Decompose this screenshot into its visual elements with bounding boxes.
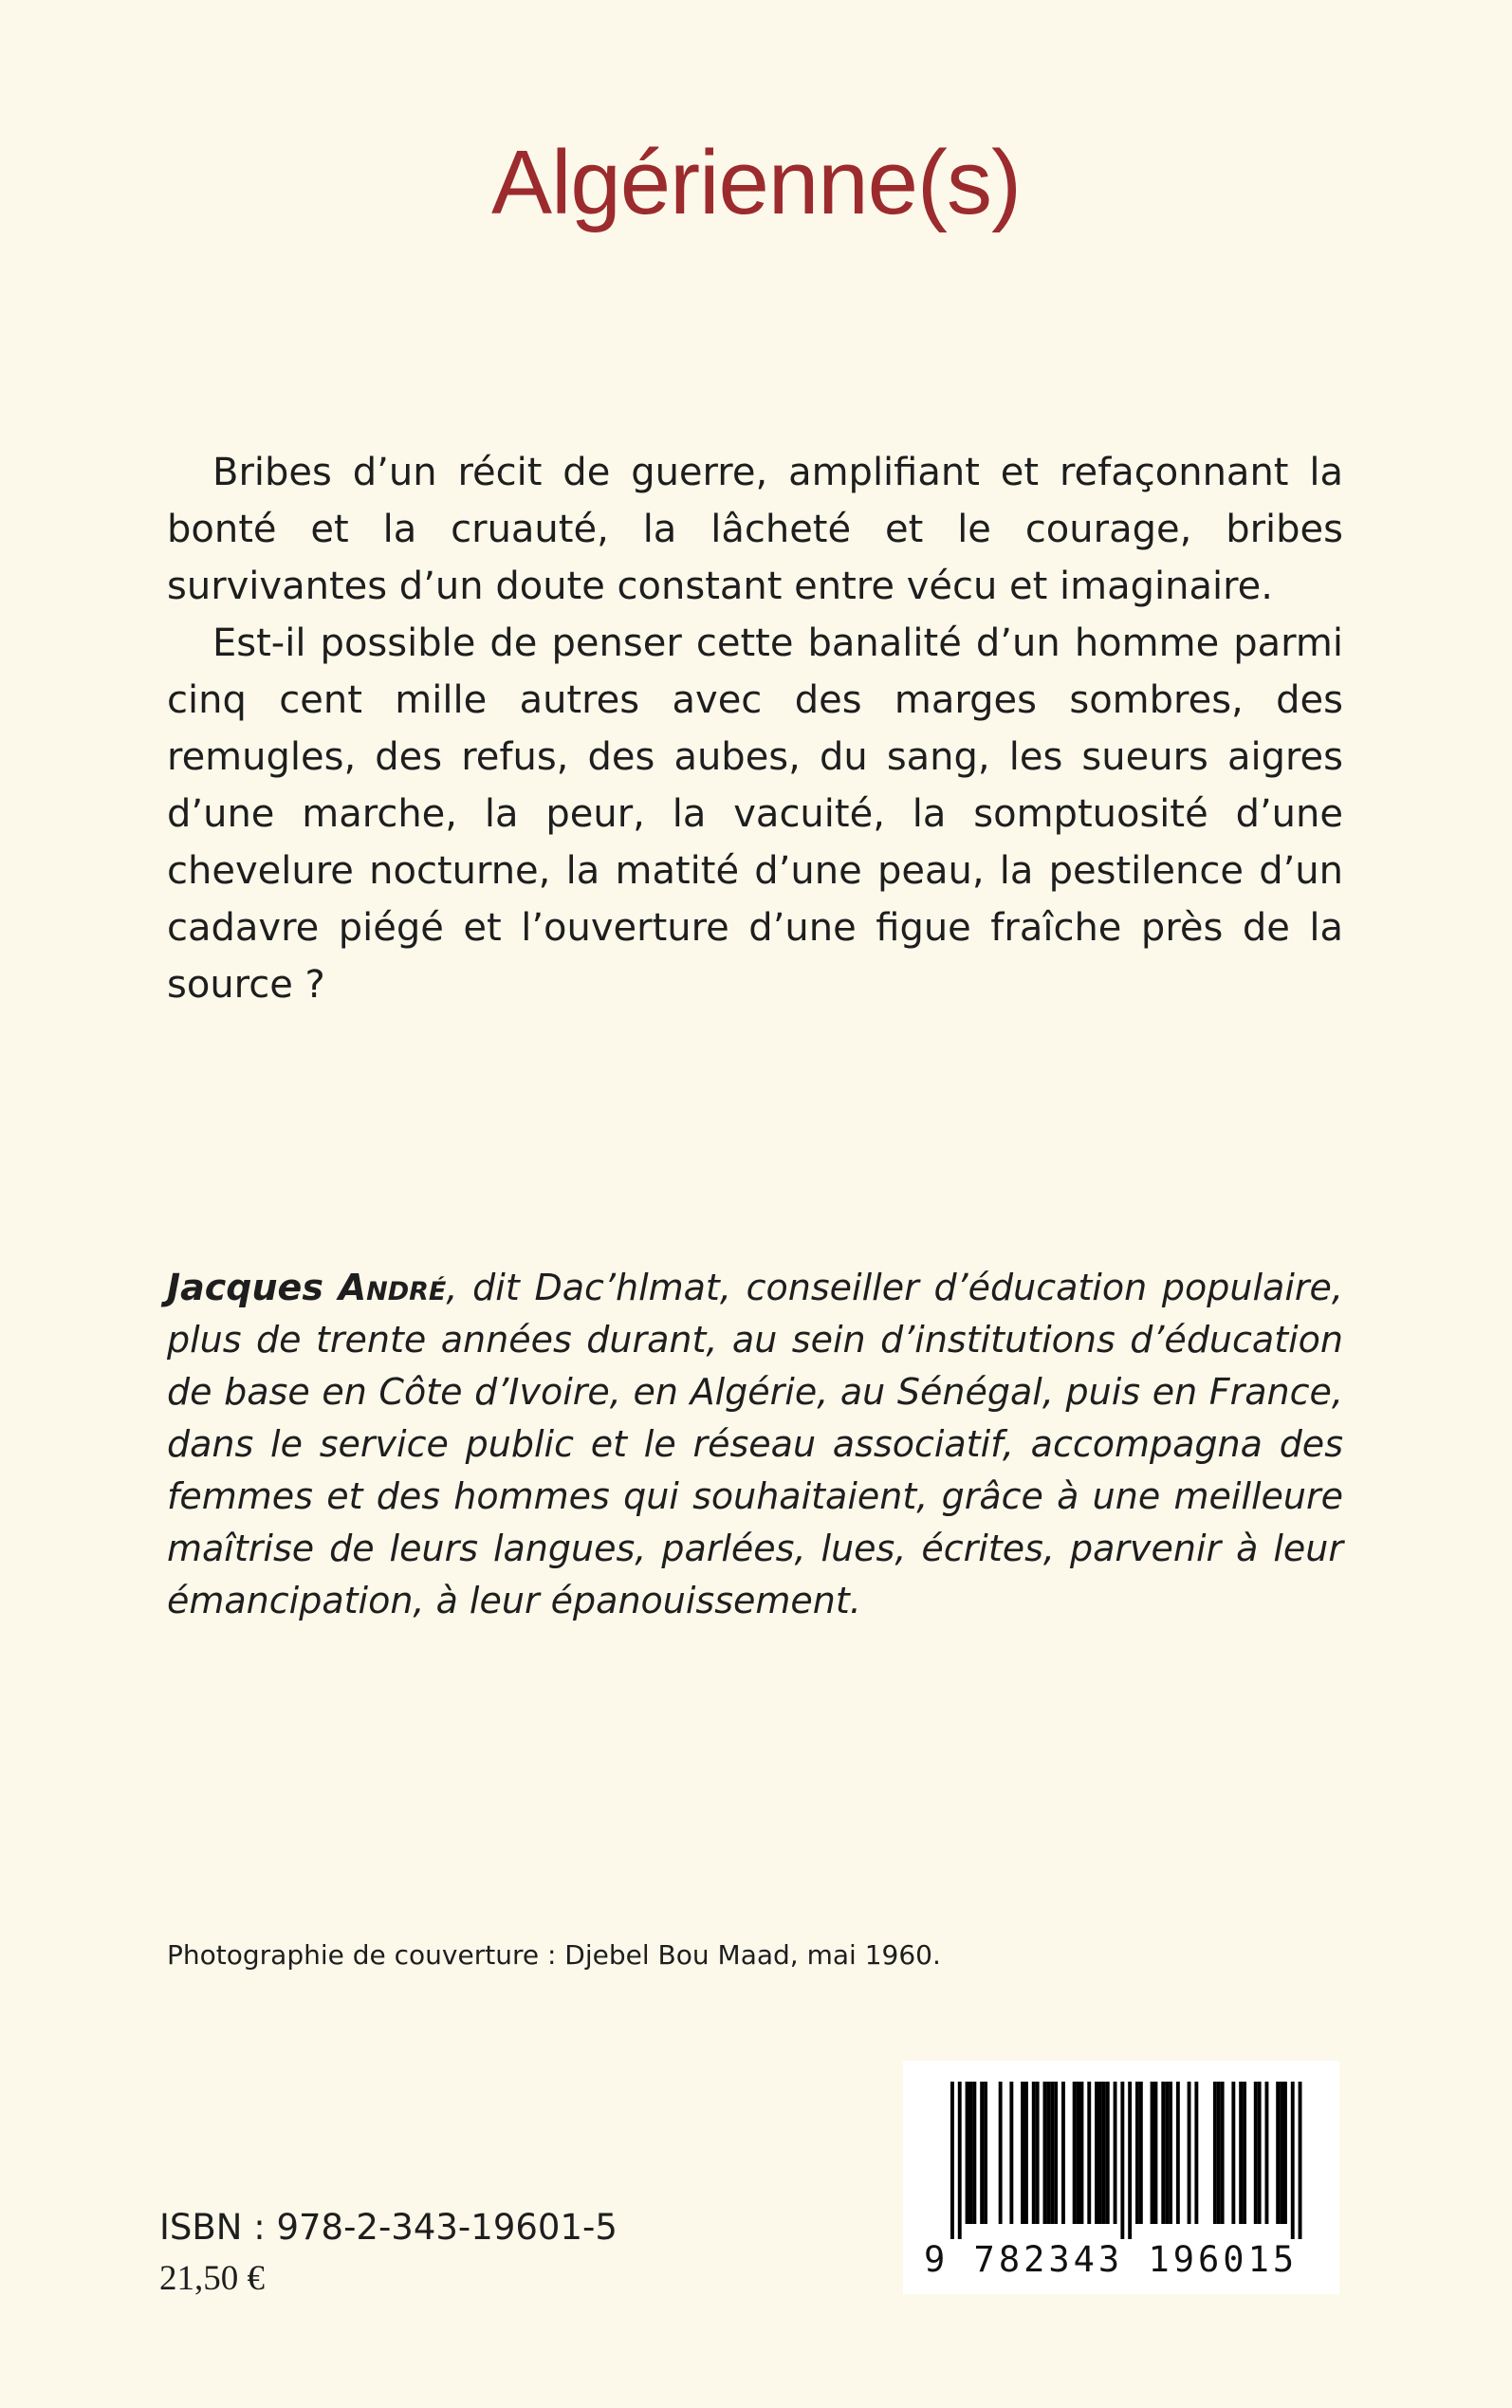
barcode-bar <box>1102 2082 1106 2224</box>
author-first-name: Jacques <box>167 1267 323 1308</box>
isbn: ISBN : 978-2-343-19601-5 <box>159 2207 618 2248</box>
barcode-bar <box>1021 2082 1024 2224</box>
barcode-bar <box>1280 2082 1283 2224</box>
synopsis-paragraph-2: Est-il possible de penser cette banalité d’un homme parmi cinq cent mille autres avec des marges sombres, des remugles, des refus, des aubes, du sang, les sueurs aigres d’une marche, la peur, la vacuité, la somptuosité d’une chevelure nocturne, la matité d’une peau, la pestilence d’un cadavre piégé et l’ouverture d’une figue fraîche près de la source ? <box>167 621 1343 1007</box>
barcode-bar <box>999 2082 1003 2224</box>
synopsis <box>167 444 1343 1013</box>
barcode-bar <box>1221 2082 1225 2224</box>
photo-credit: Photographie de couverture : Djebel Bou Maad, mai 1960. <box>167 1939 941 1971</box>
barcode-bar <box>1120 2082 1124 2239</box>
barcode-bar <box>1194 2082 1198 2224</box>
barcode-bar <box>1050 2082 1054 2224</box>
barcode-bar <box>1114 2082 1117 2224</box>
barcode-bar <box>1032 2082 1036 2224</box>
barcode-bar <box>1077 2082 1080 2224</box>
barcode-bar <box>1080 2082 1084 2224</box>
barcode-bar <box>1276 2082 1280 2224</box>
barcode-bar <box>1024 2082 1028 2224</box>
price: 21,50 € <box>159 2259 265 2298</box>
barcode-bar <box>958 2082 962 2239</box>
barcode-bar <box>1291 2082 1295 2239</box>
barcode-bar <box>1176 2082 1180 2224</box>
barcode-bar <box>1128 2082 1132 2239</box>
barcode-bar <box>1087 2082 1091 2224</box>
barcode-bar <box>966 2082 969 2224</box>
barcode-bar <box>980 2082 984 2224</box>
author-bio <box>167 1262 1343 1627</box>
barcode-bar <box>1169 2082 1172 2224</box>
barcode-bar <box>1231 2082 1235 2224</box>
author-surname: André <box>338 1267 447 1308</box>
barcode-bar <box>1154 2082 1158 2224</box>
barcode-bar <box>1258 2082 1262 2224</box>
barcode-bar <box>1299 2082 1302 2239</box>
barcode-bar <box>1283 2082 1287 2224</box>
barcode-bar <box>972 2082 976 2224</box>
synopsis-paragraph-1: Bribes d’un récit de guerre, amplifiant et refaçonnant la bonté et la cruauté, la lâcheté et le courage, bribes survivantes d’un doute constant entre vécu et imaginaire. <box>167 451 1343 608</box>
barcode-bar <box>1073 2082 1077 2224</box>
barcode-bar <box>1165 2082 1169 2224</box>
barcode-bar <box>1213 2082 1217 2224</box>
barcode <box>903 2061 1339 2294</box>
barcode-bar <box>950 2082 954 2239</box>
barcode-bar <box>1161 2082 1165 2224</box>
barcode-bar <box>1188 2082 1191 2224</box>
barcode-bar <box>1151 2082 1154 2224</box>
barcode-bar <box>1036 2082 1040 2224</box>
barcode-bar <box>1243 2082 1246 2224</box>
barcode-bar <box>1061 2082 1065 2224</box>
barcode-bar <box>1239 2082 1243 2224</box>
barcode-bar <box>1054 2082 1058 2224</box>
barcode-bar <box>1217 2082 1221 2224</box>
barcode-bar <box>1265 2082 1269 2224</box>
barcode-bars <box>903 2061 1339 2241</box>
barcode-bar <box>1254 2082 1258 2224</box>
barcode-bar <box>1139 2082 1143 2224</box>
book-title: Algérienne(s) <box>491 132 1021 233</box>
barcode-bar <box>1046 2082 1050 2224</box>
author-bio-text: , dit Dac’hlmat, conseiller d’éducation populaire, plus de trente années durant, au sein d’institutions d’éducation de base en Côte d’Ivoire, en Algérie, au Sénégal, puis en France, dans le service public et le réseau associatif, accompagna des femmes et des hommes qui souhaitaient, grâce à une meilleure maîtrise de leurs langues, parlées, lues, écrites, parvenir à leur émancipation, à leur épanouissement. <box>167 1267 1343 1621</box>
barcode-bar <box>1009 2082 1013 2224</box>
barcode-digits: 9 782343 196015 <box>924 2239 1299 2280</box>
barcode-bar <box>1135 2082 1139 2224</box>
barcode-bar <box>1106 2082 1110 2224</box>
barcode-bar <box>1098 2082 1102 2224</box>
barcode-bar <box>1095 2082 1098 2224</box>
barcode-bar <box>969 2082 973 2224</box>
barcode-bar <box>1043 2082 1047 2224</box>
barcode-bar <box>984 2082 987 2224</box>
